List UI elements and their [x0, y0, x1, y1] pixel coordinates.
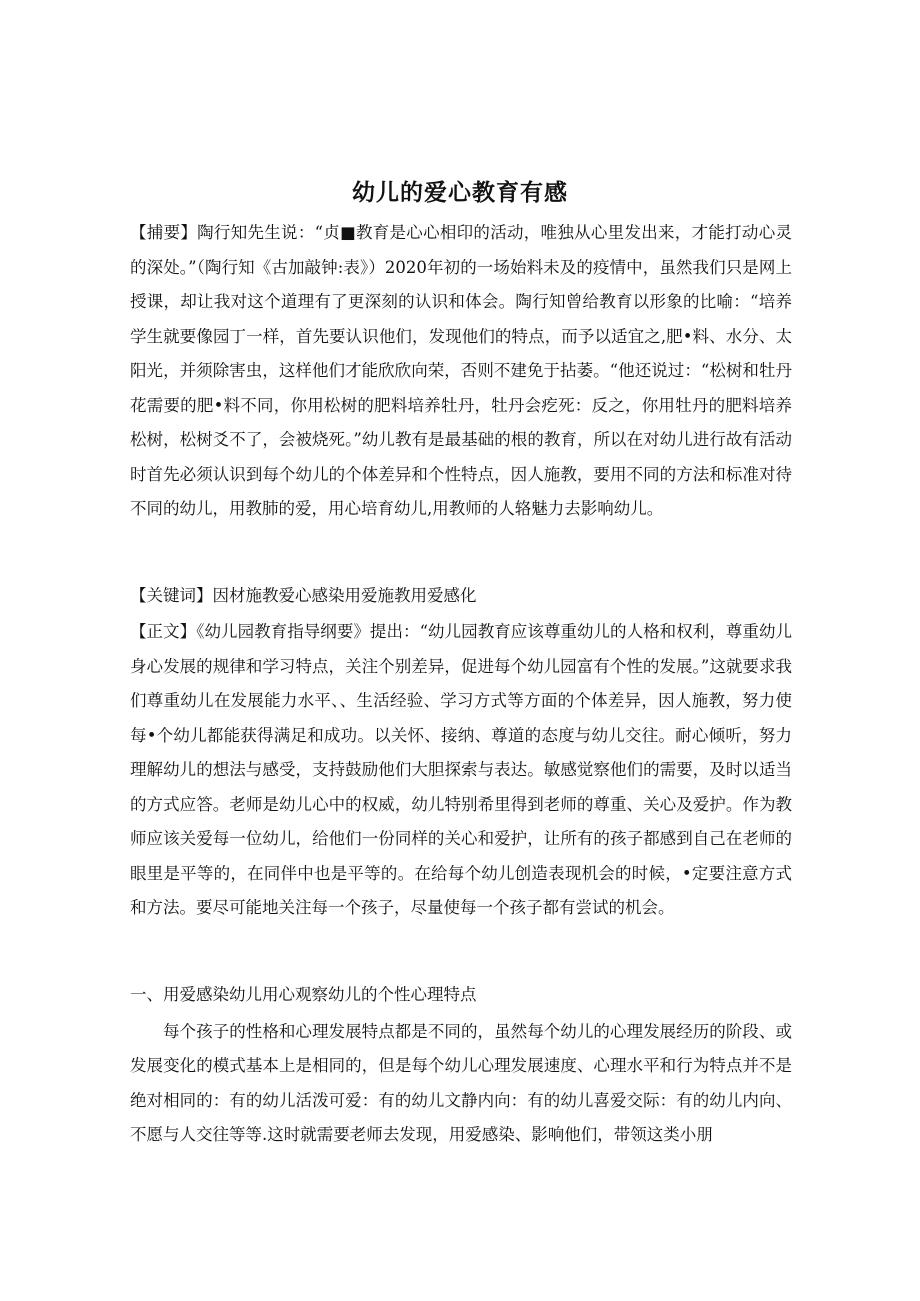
main-text-label: 【正文】	[130, 622, 197, 641]
keywords-block	[130, 579, 792, 614]
keywords-text: 因材施教爱心感染用爱施教用爱感化	[212, 586, 477, 605]
section-1-heading: 一、用爱感染幼儿用心观察幼儿的个性心理特点	[130, 985, 477, 1004]
document-title: 幼儿的爱心教育有感	[352, 180, 568, 206]
abstract-block	[130, 216, 792, 527]
abstract-label: 【捕要】	[130, 223, 198, 242]
main-text-content: 《幼儿园教育指导纲要》提出：“幼儿园教育应该尊重幼儿的人格和权利，尊重幼儿身心发展的规律和学习特点，关注个别差异，促进每个幼儿园富有个性的发展。”这就要求我们尊重幼儿在发展能力水平、、生活经验、学习方式等方面的个体差异，因人施教，努力使每•个幼儿都能获得满足和成功。以关怀、接纳、尊道的态度与幼儿交往。耐心倾听，努力理解幼儿的想法与感受，支持鼓励他们大胆探索与表达。敏感觉察他们的需要，及时以适当的方式应答。老师是幼儿心中的权威，幼儿特别希里得到老师的尊重、关心及爱护。作为教师应该关爱每一位幼儿，给他们一份同样的关心和爱护，让所有的孩子都感到自己在老师的眼里是平等的，在同伴中也是平等的。在给每个幼儿创造表现机会的时候，•定要注意方式和方法。要尽可能地关注每一个孩子，尽量使每一个孩子都有尝试的机会。	[130, 622, 793, 917]
section-1-paragraph: 每个孩子的性格和心理发展特点都是不同的，虽然每个幼儿的心理发展经历的阶段、或发展变化的模式基本上是相同的，但是每个幼儿心理发展速度、心理水平和行为特点并不是绝对相同的：有的幼儿活泼可爱：有的幼儿文静内向：有的幼儿喜爱交际：有的幼儿内向、不愿与人交往等等.这时就需要老师去发现，用爱感染、影响他们，带领这类小朋	[130, 1021, 792, 1144]
keywords-paragraph	[130, 579, 792, 614]
main-text-paragraph	[130, 615, 792, 926]
keywords-label: 【关键词】	[130, 586, 213, 605]
abstract-paragraph	[130, 216, 792, 527]
section-1	[130, 978, 792, 1153]
main-text-block	[130, 615, 792, 926]
abstract-text: 陶行知先生说：“贞■教育是心心相印的活动，唯独从心里发出来，才能打动心灵的深处。”（陶行知《古加敲钟:表》）2020年初的一场始料未及的疫情中，虽然我们只是网上授课，却让我对这个道理有了更深刻的认识和体会。陶行知曾给教育以形象的比喻：“培养学生就要像园丁一样，首先要认识他们，发现他们的特点，而予以适宜之,肥•料、水分、太阳光，并须除害虫，这样他们才能欣欣向荣，否则不建免于拈萎。“他还说过：“松树和牡丹花需要的肥•料不同，你用松树的肥料培养牡丹，牡丹会疙死：反之，你用牡丹的肥料培养松树，松树爻不了，会被烧死。”幼儿教有是最基础的根的教育，所以在对幼儿进行故有活动时首先必须认识到每个幼儿的个体差异和个性特点，因人施教，要用不同的方法和标准对待不同的幼儿，用教肺的爱，用心培育幼儿,用教师的人辂魅力去影响幼儿。	[130, 223, 792, 518]
